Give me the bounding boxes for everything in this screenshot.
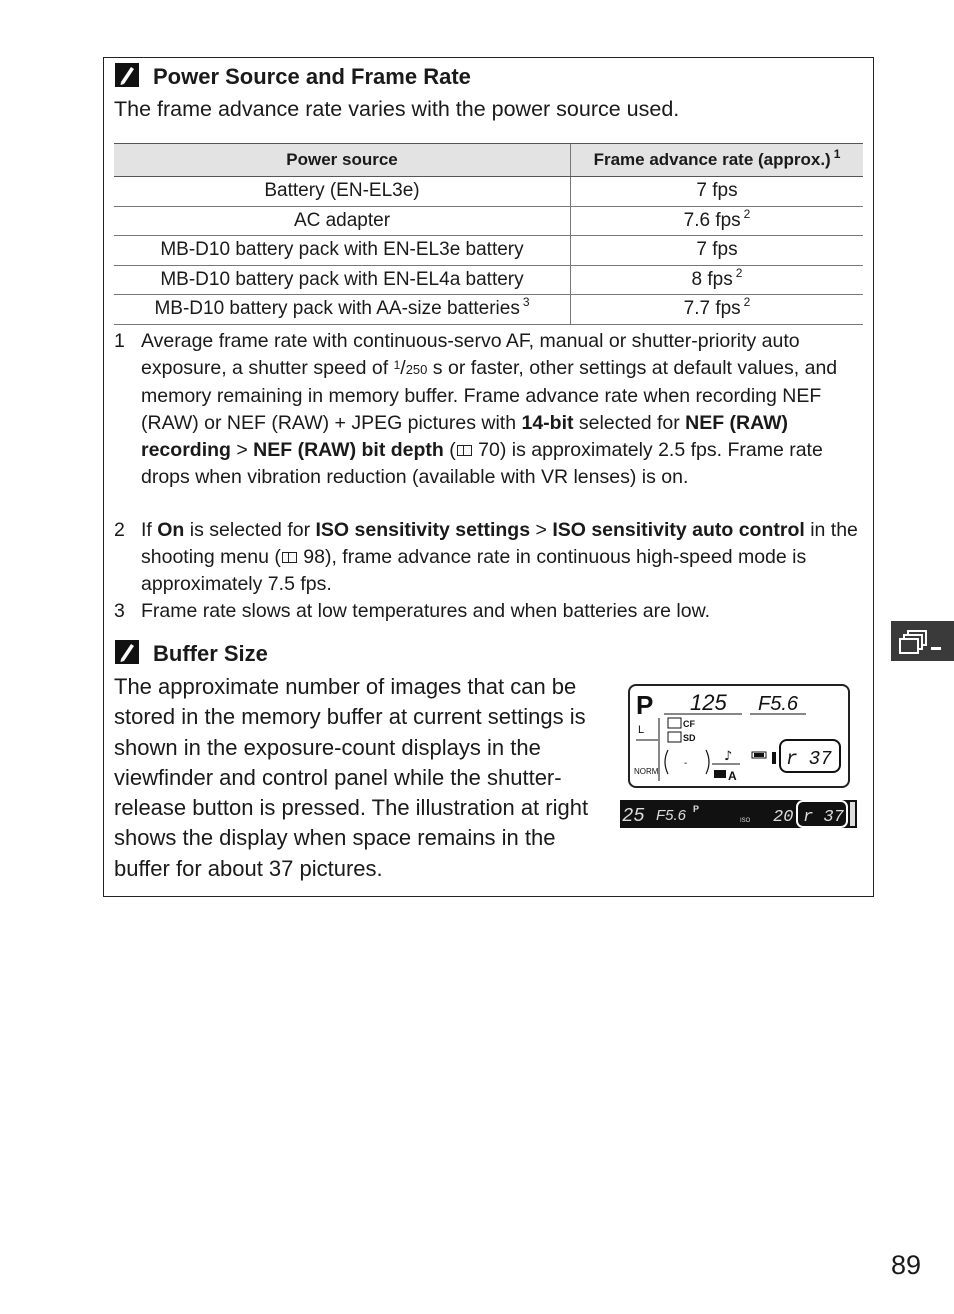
table-row (114, 265, 863, 295)
lcd-count: r 37 (786, 748, 832, 770)
page-number: 89 (891, 1250, 922, 1280)
vf-mode: P (693, 804, 700, 814)
buffer-size-text: The approximate number of images that can be stored in the memory buffer at current settings is shown in the exposure-count displays in the viewfinder and control panel while the shutter-release button is pressed. The illustration at right shows the display when space remains in the buffer for about 37 pictures. (114, 674, 589, 881)
table-row (114, 295, 863, 325)
lcd-aperture: F5.6 (758, 693, 799, 715)
lcd-wb: A (728, 769, 737, 783)
table-row (114, 206, 863, 236)
lcd-size: L (638, 724, 645, 736)
table-cell-rate: 7.6 fps $^2$ (571, 206, 864, 236)
footnote-body: If On is selected for ISO sensitivity settings > ISO sensitivity auto control in the shooting menu ( 98), frame advance rate in continuous high-speed mode is approximately 7.5 fps. (141, 519, 858, 595)
svg-text:-: - (684, 758, 688, 769)
table-cell-rate: 7.7 fps $^2$ (571, 295, 864, 325)
footnote-body: Frame rate slows at low temperatures and when batteries are low. (141, 600, 711, 622)
table-row (114, 177, 863, 207)
section-title-buffer-size: Buffer Size (153, 641, 268, 666)
vf-iso: ISO (740, 818, 751, 824)
book-icon (457, 445, 472, 456)
lcd-card2: SD (683, 733, 696, 743)
footnote-number: 1 (114, 330, 125, 352)
table-cell-source: Battery (EN-EL3e) (114, 177, 571, 207)
lcd-shutter: 125 (690, 690, 727, 715)
lcd-card1: CF (683, 719, 695, 729)
vf-shutter: 25 (622, 805, 645, 827)
control-panel-illustration (628, 684, 850, 788)
table-header-frame-rate: Frame advance rate (approx.) $^1$ (571, 144, 864, 177)
frame-rate-table (114, 143, 863, 325)
lcd-quality: NORM (634, 767, 659, 776)
table-cell-source: MB-D10 battery pack with AA-size batteries $^3$ (114, 295, 571, 325)
vf-iso-value: 20 (773, 808, 794, 827)
table-cell-source: MB-D10 battery pack with EN-EL3e battery (114, 236, 571, 266)
footnote-2 (114, 517, 864, 598)
footnote-number: 2 (114, 519, 125, 541)
vf-aperture: F5.6 (656, 807, 687, 824)
table-row (114, 236, 863, 266)
table-cell-source: AC adapter (114, 206, 571, 236)
pencil-note-icon (114, 62, 140, 88)
footnote-number: 3 (114, 600, 125, 622)
table-cell-rate: 7 fps (571, 177, 864, 207)
viewfinder-display (620, 800, 857, 828)
pencil-note-icon (114, 639, 140, 665)
section-title-power-source: Power Source and Frame Rate (153, 64, 471, 89)
book-icon (282, 552, 297, 563)
footnote-body: Average frame rate with continuous-servo AF, manual or shutter-priority auto exposure, a shutter speed of $^1$/250 s or faster, other settings at default values, and memory remaining in memory buffer. Frame advance rate when recording NEF (RAW) or NEF (RAW) + JPEG pictures with 14-bit selected for NEF (RAW) recording > NEF (RAW) bit depth ( 70) is approximately 2.5 fps. Frame rate drops when vibration reduction (available with VR lenses) is on. (141, 330, 838, 488)
release-mode-icon (891, 621, 954, 661)
table-cell-source: MB-D10 battery pack with EN-EL4a battery (114, 265, 571, 295)
beep-icon: ♪ (724, 749, 733, 764)
control-panel-display (630, 686, 848, 786)
vf-count: r 37 (803, 808, 844, 827)
lcd-mode: P (636, 690, 654, 720)
viewfinder-illustration (620, 800, 857, 828)
footnote-3 (114, 598, 864, 625)
table-cell-rate: 7 fps (571, 236, 864, 266)
chapter-tab[interactable] (891, 621, 954, 661)
footnote-1 (114, 328, 864, 491)
table-header-power-source: Power source (114, 144, 571, 177)
table-cell-rate: 8 fps $^2$ (571, 265, 864, 295)
intro-text: The frame advance rate varies with the power source used. (114, 97, 680, 121)
